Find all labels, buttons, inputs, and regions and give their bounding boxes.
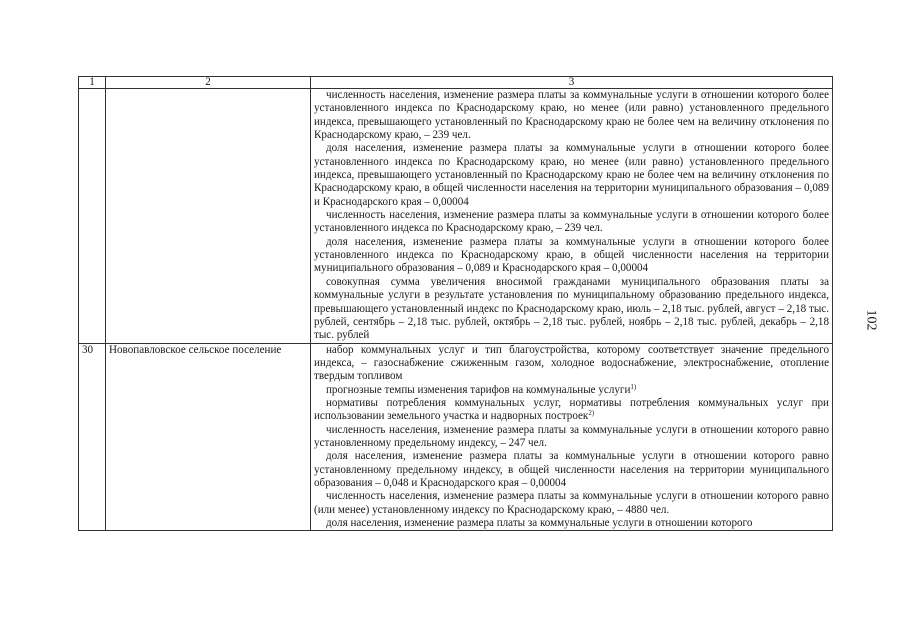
paragraph: набор коммунальных услуг и тип благоустройства, которому соответствует значение предельного индекса, – газоснабжение сжиженным газом, холодное водоснабжение, электроснабжение, отопление твердым топливом — [314, 343, 829, 383]
table-header-row — [79, 77, 833, 89]
table-row — [79, 89, 833, 344]
row-number-cell: 30 — [79, 343, 106, 531]
header-col-2: 2 — [106, 77, 311, 89]
paragraph: доля населения, изменение размера платы за коммунальные услуги в отношении которого более установленного индекса по Краснодарскому краю, в общей численности населения на территории муниципального образования – 0,089 и Краснодарского края – 0,00004 — [314, 235, 829, 275]
paragraph-text: прогнозные темпы изменения тарифов на коммунальные услуги — [326, 383, 631, 396]
paragraph: численность населения, изменение размера платы за коммунальные услуги в отношении которого более установленного индекса по Краснодарскому краю, но менее (или равно) установленного предельного индекса, превышающего установленный по Краснодарскому краю не более чем на величину отклонения по Краснодарскому краю, – 239 чел. — [314, 89, 829, 142]
page-number: 102 — [863, 309, 879, 331]
footnote-ref: 2) — [588, 409, 595, 418]
paragraph-text: нормативы потребления коммунальных услуг, нормативы потребления коммунальных услуг при использовании земельного участка и надворных построек — [314, 396, 829, 423]
paragraph — [314, 397, 829, 424]
header-col-1: 1 — [79, 77, 106, 89]
data-table — [78, 76, 833, 531]
row-name-cell — [106, 89, 311, 344]
paragraph: совокупная сумма увеличения вносимой гражданами муниципального образования платы за коммунальные услуги в результате установления по муниципальному образованию предельного индекса, превышающего установленный индекс по Краснодарскому краю, июль – 2,18 тыс. рублей, август – 2,18 тыс. рублей, сентябрь – 2,18 тыс. рублей, октябрь – 2,18 тыс. рублей, ноябрь – 2,18 тыс. рублей, декабрь – 2,18 тыс. рублей — [314, 275, 829, 342]
footnote-ref: 1) — [630, 382, 637, 391]
row-content-cell — [311, 89, 833, 344]
paragraph: численность населения, изменение размера платы за коммунальные услуги в отношении которого равно установленному предельному индексу, – 247 чел. — [314, 423, 829, 449]
table-row — [79, 343, 833, 531]
paragraph: доля населения, изменение размера платы за коммунальные услуги в отношении которого равно установленному предельному индексу, в общей численности населения на территории муниципального образования – 0,048 и Краснодарского края – 0,00004 — [314, 450, 829, 489]
row-number-cell — [79, 89, 106, 344]
paragraph — [314, 384, 829, 397]
paragraph: доля населения, изменение размера платы за коммунальные услуги в отношении которого более установленного индекса по Краснодарскому краю, но менее (или равно) установленного предельного индекса, превышающего установленный по Краснодарскому краю не более чем на величину отклонения по Краснодарскому краю, в общей численности населения на территории муниципального образования – 0,089 и Краснодарского края – 0,00004 — [314, 142, 829, 208]
row-content-cell — [311, 343, 833, 531]
paragraph: численность населения, изменение размера платы за коммунальные услуги в отношении которого более установленного индекса по Краснодарскому краю, – 239 чел. — [314, 209, 829, 235]
paragraph: численность населения, изменение размера платы за коммунальные услуги в отношении которого равно (или менее) установленному индексу по Краснодарскому краю, – 4880 чел. — [314, 490, 829, 516]
row-name-cell: Новопавловское сельское поселение — [106, 343, 311, 531]
paragraph: доля населения, изменение размера платы за коммунальные услуги в отношении которого — [326, 517, 753, 529]
header-col-3: 3 — [311, 77, 833, 89]
